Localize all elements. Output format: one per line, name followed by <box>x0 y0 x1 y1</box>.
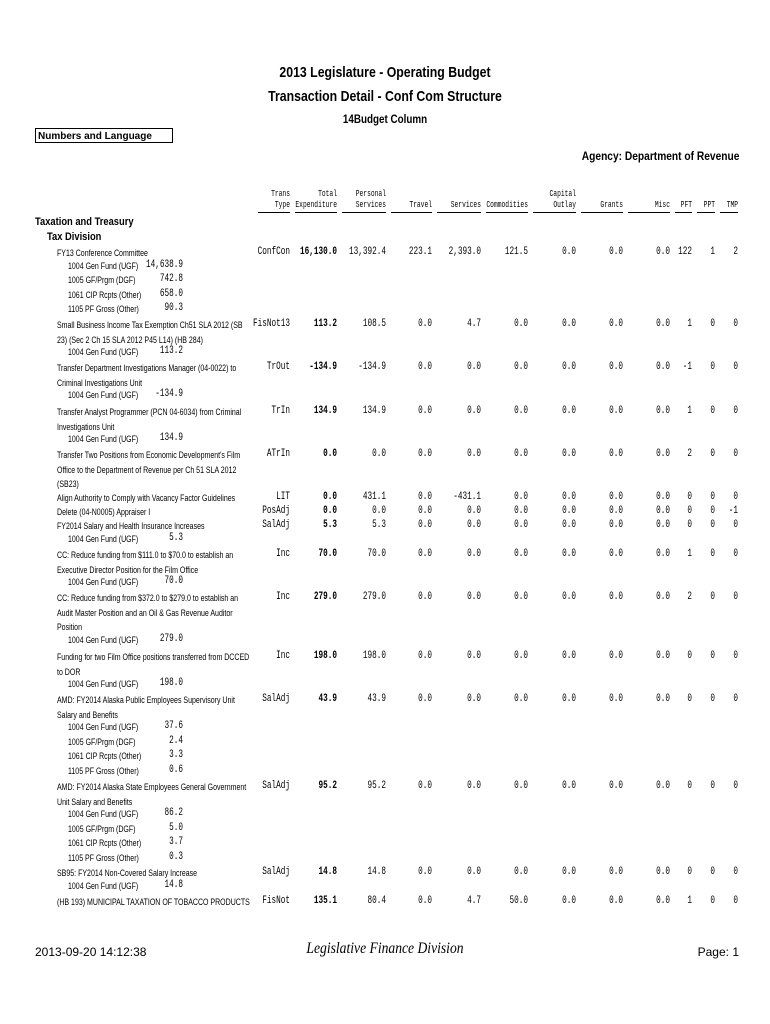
cell-total: 0.0 <box>323 505 337 517</box>
cell-travel: 0.0 <box>418 405 432 417</box>
report-title: 2013 Legislature - Operating Budget <box>279 64 491 81</box>
fund-source-amount: 3.7 <box>169 836 183 848</box>
cell-capital: 0.0 <box>562 548 576 560</box>
cell-misc: 0.0 <box>656 693 670 705</box>
column-underline <box>391 212 432 213</box>
cell-ppt: 0 <box>710 491 715 503</box>
cell-commodities: 0.0 <box>514 505 528 517</box>
cell-personal: 43.9 <box>367 693 386 705</box>
cell-type: SalAdj <box>262 780 290 792</box>
cell-grants: 0.0 <box>609 519 623 531</box>
fund-source-amount: 5.3 <box>169 531 183 544</box>
column-header-trans-type: Trans Type <box>271 189 290 210</box>
transaction-description: Executive Director Position for the Film Office <box>57 564 199 575</box>
fund-source-name: 1004 Gen Fund (UGF) <box>68 260 139 271</box>
transaction-description: CC: Reduce funding from $111.0 to $70.0 to establish an <box>57 550 234 560</box>
cell-services: -431.1 <box>453 491 481 503</box>
cell-grants: 0.0 <box>609 650 623 662</box>
cell-total: 95.2 <box>318 780 337 792</box>
fund-source-amount: 0.3 <box>169 850 183 863</box>
cell-personal: 198.0 <box>362 650 386 662</box>
fund-source-name: 1105 PF Gross (Other) <box>68 852 139 863</box>
transaction-description: Transfer Analyst Programmer (PCN 04-6034) from Criminal <box>57 407 242 417</box>
column-underline <box>342 212 386 213</box>
cell-type: Inc <box>276 591 290 603</box>
fund-source-amount: 658.0 <box>159 287 183 300</box>
cell-grants: 0.0 <box>609 491 623 503</box>
cell-tmp: 0 <box>733 548 738 560</box>
cell-commodities: 0.0 <box>514 866 528 878</box>
fund-source-amount: 198.0 <box>159 677 183 689</box>
cell-services: 0.0 <box>467 866 481 878</box>
column-underline <box>437 212 481 213</box>
cell-ppt: 0 <box>710 405 715 417</box>
cell-travel: 0.0 <box>418 895 432 907</box>
fund-source-name: 1004 Gen Fund (UGF) <box>68 722 139 732</box>
fund-source-amount: 0.6 <box>169 763 183 776</box>
cell-grants: 0.0 <box>609 591 623 603</box>
cell-capital: 0.0 <box>562 519 576 531</box>
cell-services: 0.0 <box>467 548 481 560</box>
transaction-description: CC: Reduce funding from $372.0 to $279.0 to establish an <box>57 593 239 603</box>
column-header-capital: Capital Outlay <box>549 189 576 210</box>
cell-travel: 0.0 <box>418 866 432 878</box>
cell-type: SalAdj <box>262 519 290 531</box>
fund-source-amount: 5.0 <box>169 821 183 834</box>
cell-capital: 0.0 <box>562 405 576 417</box>
transaction-description: AMD: FY2014 Alaska Public Employees Supervisory Unit <box>57 695 235 705</box>
cell-misc: 0.0 <box>656 548 670 560</box>
cell-misc: 0.0 <box>656 519 670 531</box>
transaction-description: 23) (Sec 2 Ch 15 SLA 2012 P45 L14) (HB 284) <box>57 334 203 345</box>
cell-travel: 0.0 <box>418 650 432 662</box>
transaction-description: Criminal Investigations Unit <box>57 377 143 388</box>
fund-source-amount: 134.9 <box>159 432 183 444</box>
footer-division: Legislative Finance Division <box>306 940 464 957</box>
cell-misc: 0.0 <box>656 505 670 517</box>
cell-total: 134.9 <box>313 405 337 417</box>
cell-tmp: 0 <box>733 591 738 603</box>
fund-source-name: 1004 Gen Fund (UGF) <box>68 533 139 544</box>
cell-grants: 0.0 <box>609 505 623 517</box>
cell-commodities: 0.0 <box>514 361 528 373</box>
fund-source-amount: 14.8 <box>164 878 183 891</box>
column-underline <box>486 212 528 213</box>
transaction-description: Salary and Benefits <box>57 709 118 720</box>
column-header-tmp: TMP <box>726 200 738 210</box>
transaction-description: Transfer Two Positions from Economic Development's Film <box>57 450 241 460</box>
cell-personal: 0.0 <box>372 448 386 460</box>
cell-type: ATrIn <box>266 448 290 460</box>
fund-source-amount: 279.0 <box>159 632 183 645</box>
cell-travel: 0.0 <box>418 780 432 792</box>
column-underline <box>581 212 623 213</box>
transaction-description: Position <box>57 622 82 632</box>
cell-tmp: 0 <box>733 448 738 460</box>
cell-personal: 108.5 <box>362 318 386 330</box>
cell-ppt: 0 <box>710 318 715 330</box>
cell-grants: 0.0 <box>609 361 623 373</box>
cell-personal: -134.9 <box>358 361 386 373</box>
cell-misc: 0.0 <box>656 591 670 603</box>
cell-tmp: 0 <box>733 895 738 907</box>
column-header-personal: Personal Services <box>355 189 386 210</box>
cell-grants: 0.0 <box>609 548 623 560</box>
cell-ppt: 0 <box>710 505 715 517</box>
column-header-grants: Grants <box>600 200 623 210</box>
cell-travel: 0.0 <box>418 591 432 603</box>
cell-capital: 0.0 <box>562 491 576 503</box>
cell-personal: 13,392.4 <box>349 246 386 258</box>
cell-services: 0.0 <box>467 519 481 531</box>
fund-source-amount: 113.2 <box>159 345 183 357</box>
fund-source-name: 1005 GF/Prgm (DGF) <box>68 823 136 834</box>
cell-travel: 0.0 <box>418 519 432 531</box>
column-header-commodities: Commodities <box>486 200 528 210</box>
fund-source-name: 1005 GF/Prgm (DGF) <box>68 275 136 285</box>
cell-commodities: 0.0 <box>514 405 528 417</box>
transaction-description: Small Business Income Tax Exemption Ch51 SLA 2012 (SB <box>57 320 243 330</box>
cell-tmp: 0 <box>733 491 738 503</box>
cell-personal: 80.4 <box>367 895 386 907</box>
column-header-services: Services <box>450 200 481 210</box>
fund-source-name: 1004 Gen Fund (UGF) <box>68 679 139 689</box>
allocation-heading: Tax Division <box>47 231 102 243</box>
cell-misc: 0.0 <box>656 866 670 878</box>
fund-source-name: 1004 Gen Fund (UGF) <box>68 390 139 400</box>
cell-travel: 0.0 <box>418 361 432 373</box>
column-underline <box>533 212 576 213</box>
column-header-ppt: PPT <box>703 200 715 210</box>
cell-grants: 0.0 <box>609 780 623 792</box>
component-heading: Taxation and Treasury <box>35 216 134 228</box>
fund-source-amount: 86.2 <box>164 807 183 819</box>
cell-pft: 122 <box>678 246 692 258</box>
fund-source-amount: 2.4 <box>169 734 183 747</box>
report-subtitle: Transaction Detail - Conf Com Structure <box>268 88 502 105</box>
cell-personal: 95.2 <box>367 780 386 792</box>
cell-total: 198.0 <box>313 650 337 662</box>
fund-source-amount: 70.0 <box>164 575 183 587</box>
cell-services: 0.0 <box>467 405 481 417</box>
cell-capital: 0.0 <box>562 318 576 330</box>
cell-tmp: 0 <box>733 866 738 878</box>
cell-misc: 0.0 <box>656 361 670 373</box>
cell-misc: 0.0 <box>656 246 670 258</box>
fund-source-name: 1061 CIP Rcpts (Other) <box>68 838 142 848</box>
cell-tmp: -1 <box>728 505 738 517</box>
cell-pft: 2 <box>687 448 692 460</box>
cell-services: 4.7 <box>467 895 481 907</box>
cell-tmp: 0 <box>733 650 738 662</box>
cell-services: 0.0 <box>467 505 481 517</box>
cell-type: TrOut <box>266 361 290 373</box>
cell-personal: 279.0 <box>362 591 386 603</box>
cell-ppt: 0 <box>710 650 715 662</box>
cell-total: 14.8 <box>318 866 337 878</box>
transaction-description: Unit Salary and Benefits <box>57 796 133 807</box>
cell-tmp: 0 <box>733 361 738 373</box>
fund-source-name: 1004 Gen Fund (UGF) <box>68 809 139 819</box>
cell-pft: 0 <box>687 650 692 662</box>
cell-travel: 0.0 <box>418 505 432 517</box>
cell-ppt: 0 <box>710 548 715 560</box>
cell-services: 0.0 <box>467 780 481 792</box>
cell-commodities: 0.0 <box>514 448 528 460</box>
fund-source-amount: 3.3 <box>169 749 183 761</box>
cell-ppt: 0 <box>710 866 715 878</box>
transaction-description: (SB23) <box>57 479 79 489</box>
cell-tmp: 0 <box>733 405 738 417</box>
cell-grants: 0.0 <box>609 895 623 907</box>
cell-pft: 2 <box>687 591 692 603</box>
transaction-description: Delete (04-N0005) Appraiser I <box>57 507 151 517</box>
cell-type: LIT <box>276 491 290 503</box>
cell-misc: 0.0 <box>656 650 670 662</box>
cell-personal: 14.8 <box>367 866 386 878</box>
cell-total: 0.0 <box>323 448 337 460</box>
numbers-language-box: Numbers and Language <box>35 128 173 143</box>
cell-services: 0.0 <box>467 448 481 460</box>
cell-capital: 0.0 <box>562 895 576 907</box>
cell-total: 70.0 <box>318 548 337 560</box>
cell-pft: 0 <box>687 693 692 705</box>
transaction-description: Funding for two Film Office positions transferred from DCCED <box>57 652 250 662</box>
cell-commodities: 0.0 <box>514 693 528 705</box>
cell-ppt: 0 <box>710 448 715 460</box>
cell-misc: 0.0 <box>656 318 670 330</box>
transaction-description: Investigations Unit <box>57 421 115 432</box>
fund-source-name: 1004 Gen Fund (UGF) <box>68 880 139 891</box>
cell-pft: 1 <box>687 318 692 330</box>
cell-grants: 0.0 <box>609 448 623 460</box>
cell-commodities: 50.0 <box>509 895 528 907</box>
fund-source-amount: -134.9 <box>155 388 183 400</box>
fund-source-amount: 742.8 <box>159 273 183 285</box>
fund-source-name: 1061 CIP Rcpts (Other) <box>68 289 142 300</box>
column-underline <box>675 212 692 213</box>
column-underline <box>295 212 337 213</box>
transaction-description: to DOR <box>57 666 81 677</box>
cell-commodities: 0.0 <box>514 548 528 560</box>
cell-grants: 0.0 <box>609 405 623 417</box>
cell-pft: -1 <box>682 361 692 373</box>
cell-services: 0.0 <box>467 361 481 373</box>
cell-personal: 0.0 <box>372 505 386 517</box>
cell-misc: 0.0 <box>656 491 670 503</box>
column-underline <box>697 212 715 213</box>
fund-source-name: 1105 PF Gross (Other) <box>68 765 139 776</box>
transaction-description: Align Authority to Comply with Vacancy Factor Guidelines <box>57 493 236 503</box>
cell-personal: 70.0 <box>367 548 386 560</box>
footer-timestamp: 2013-09-20 14:12:38 <box>35 945 147 959</box>
cell-capital: 0.0 <box>562 505 576 517</box>
fund-source-name: 1004 Gen Fund (UGF) <box>68 347 139 357</box>
transaction-description: Audit Master Position and an Oil & Gas Revenue Auditor <box>57 607 233 618</box>
cell-services: 4.7 <box>467 318 481 330</box>
fund-source-amount: 14,638.9 <box>146 258 183 271</box>
cell-pft: 1 <box>687 405 692 417</box>
cell-total: 279.0 <box>313 591 337 603</box>
cell-ppt: 0 <box>710 591 715 603</box>
cell-type: SalAdj <box>262 866 290 878</box>
column-underline <box>628 212 670 213</box>
cell-travel: 0.0 <box>418 548 432 560</box>
cell-commodities: 0.0 <box>514 491 528 503</box>
cell-pft: 1 <box>687 548 692 560</box>
cell-grants: 0.0 <box>609 866 623 878</box>
cell-ppt: 0 <box>710 361 715 373</box>
cell-commodities: 0.0 <box>514 780 528 792</box>
cell-type: Inc <box>276 650 290 662</box>
cell-services: 2,393.0 <box>448 246 481 258</box>
fund-source-name: 1004 Gen Fund (UGF) <box>68 577 139 587</box>
column-header-misc: Misc <box>654 200 670 210</box>
cell-capital: 0.0 <box>562 361 576 373</box>
footer-page-number: Page: 1 <box>697 945 739 959</box>
transaction-description: FY13 Conference Committee <box>57 248 148 258</box>
cell-services: 0.0 <box>467 591 481 603</box>
cell-services: 0.0 <box>467 693 481 705</box>
cell-tmp: 0 <box>733 780 738 792</box>
cell-ppt: 1 <box>710 246 715 258</box>
fund-source-name: 1004 Gen Fund (UGF) <box>68 434 139 444</box>
cell-total: 135.1 <box>313 895 337 907</box>
cell-capital: 0.0 <box>562 591 576 603</box>
transaction-description: AMD: FY2014 Alaska State Employees General Government <box>57 782 247 792</box>
cell-pft: 0 <box>687 491 692 503</box>
cell-capital: 0.0 <box>562 650 576 662</box>
cell-grants: 0.0 <box>609 693 623 705</box>
cell-grants: 0.0 <box>609 246 623 258</box>
transaction-description: (HB 193) MUNICIPAL TAXATION OF TOBACCO PRODUCTS <box>57 897 250 907</box>
cell-capital: 0.0 <box>562 693 576 705</box>
cell-travel: 0.0 <box>418 693 432 705</box>
cell-capital: 0.0 <box>562 780 576 792</box>
cell-pft: 0 <box>687 866 692 878</box>
cell-commodities: 0.0 <box>514 318 528 330</box>
budget-column-label: 14Budget Column <box>342 112 428 126</box>
fund-source-name: 1004 Gen Fund (UGF) <box>68 634 139 645</box>
cell-capital: 0.0 <box>562 246 576 258</box>
cell-grants: 0.0 <box>609 318 623 330</box>
cell-ppt: 0 <box>710 895 715 907</box>
cell-type: FisNot13 <box>253 318 290 330</box>
cell-pft: 0 <box>687 519 692 531</box>
cell-total: 0.0 <box>323 491 337 503</box>
transaction-description: SB95: FY2014 Non-Covered Salary Increase <box>57 868 198 878</box>
cell-type: TrIn <box>271 405 290 417</box>
cell-type: Inc <box>276 548 290 560</box>
cell-total: 5.3 <box>323 519 337 531</box>
cell-pft: 1 <box>687 895 692 907</box>
cell-travel: 0.0 <box>418 491 432 503</box>
cell-commodities: 121.5 <box>504 246 528 258</box>
cell-total: -134.9 <box>309 361 337 373</box>
cell-tmp: 0 <box>733 318 738 330</box>
fund-source-amount: 90.3 <box>164 302 183 314</box>
transaction-description: FY2014 Salary and Health Insurance Increases <box>57 521 205 531</box>
transaction-description: Transfer Department Investigations Manager (04-0022) to <box>57 363 237 373</box>
fund-source-name: 1105 PF Gross (Other) <box>68 304 139 314</box>
agency-label: Agency: Department of Revenue <box>581 149 739 163</box>
cell-travel: 223.1 <box>408 246 432 258</box>
cell-services: 0.0 <box>467 650 481 662</box>
cell-ppt: 0 <box>710 693 715 705</box>
cell-total: 43.9 <box>318 693 337 705</box>
cell-total: 113.2 <box>313 318 337 330</box>
cell-misc: 0.0 <box>656 448 670 460</box>
column-header-total: Total Expenditure <box>295 189 337 210</box>
cell-type: PosAdj <box>262 505 290 517</box>
cell-personal: 5.3 <box>372 519 386 531</box>
cell-ppt: 0 <box>710 519 715 531</box>
fund-source-name: 1061 CIP Rcpts (Other) <box>68 751 142 761</box>
cell-type: ConfCon <box>257 246 290 258</box>
cell-travel: 0.0 <box>418 448 432 460</box>
column-underline <box>258 212 290 213</box>
cell-personal: 134.9 <box>362 405 386 417</box>
cell-pft: 0 <box>687 505 692 517</box>
column-header-travel: Travel <box>409 200 432 210</box>
cell-commodities: 0.0 <box>514 591 528 603</box>
cell-personal: 431.1 <box>362 491 386 503</box>
fund-source-amount: 37.6 <box>164 720 183 732</box>
cell-travel: 0.0 <box>418 318 432 330</box>
cell-misc: 0.0 <box>656 780 670 792</box>
cell-capital: 0.0 <box>562 866 576 878</box>
cell-tmp: 0 <box>733 693 738 705</box>
column-underline <box>720 212 738 213</box>
cell-type: SalAdj <box>262 693 290 705</box>
cell-misc: 0.0 <box>656 895 670 907</box>
cell-ppt: 0 <box>710 780 715 792</box>
cell-type: FisNot <box>262 895 290 907</box>
cell-misc: 0.0 <box>656 405 670 417</box>
transaction-description: Office to the Department of Revenue per Ch 51 SLA 2012 <box>57 464 237 475</box>
cell-total: 16,130.0 <box>300 246 337 258</box>
column-header-pft: PFT <box>680 200 692 210</box>
cell-commodities: 0.0 <box>514 650 528 662</box>
cell-tmp: 0 <box>733 519 738 531</box>
cell-pft: 0 <box>687 780 692 792</box>
cell-tmp: 2 <box>733 246 738 258</box>
fund-source-name: 1005 GF/Prgm (DGF) <box>68 736 136 747</box>
cell-capital: 0.0 <box>562 448 576 460</box>
cell-commodities: 0.0 <box>514 519 528 531</box>
